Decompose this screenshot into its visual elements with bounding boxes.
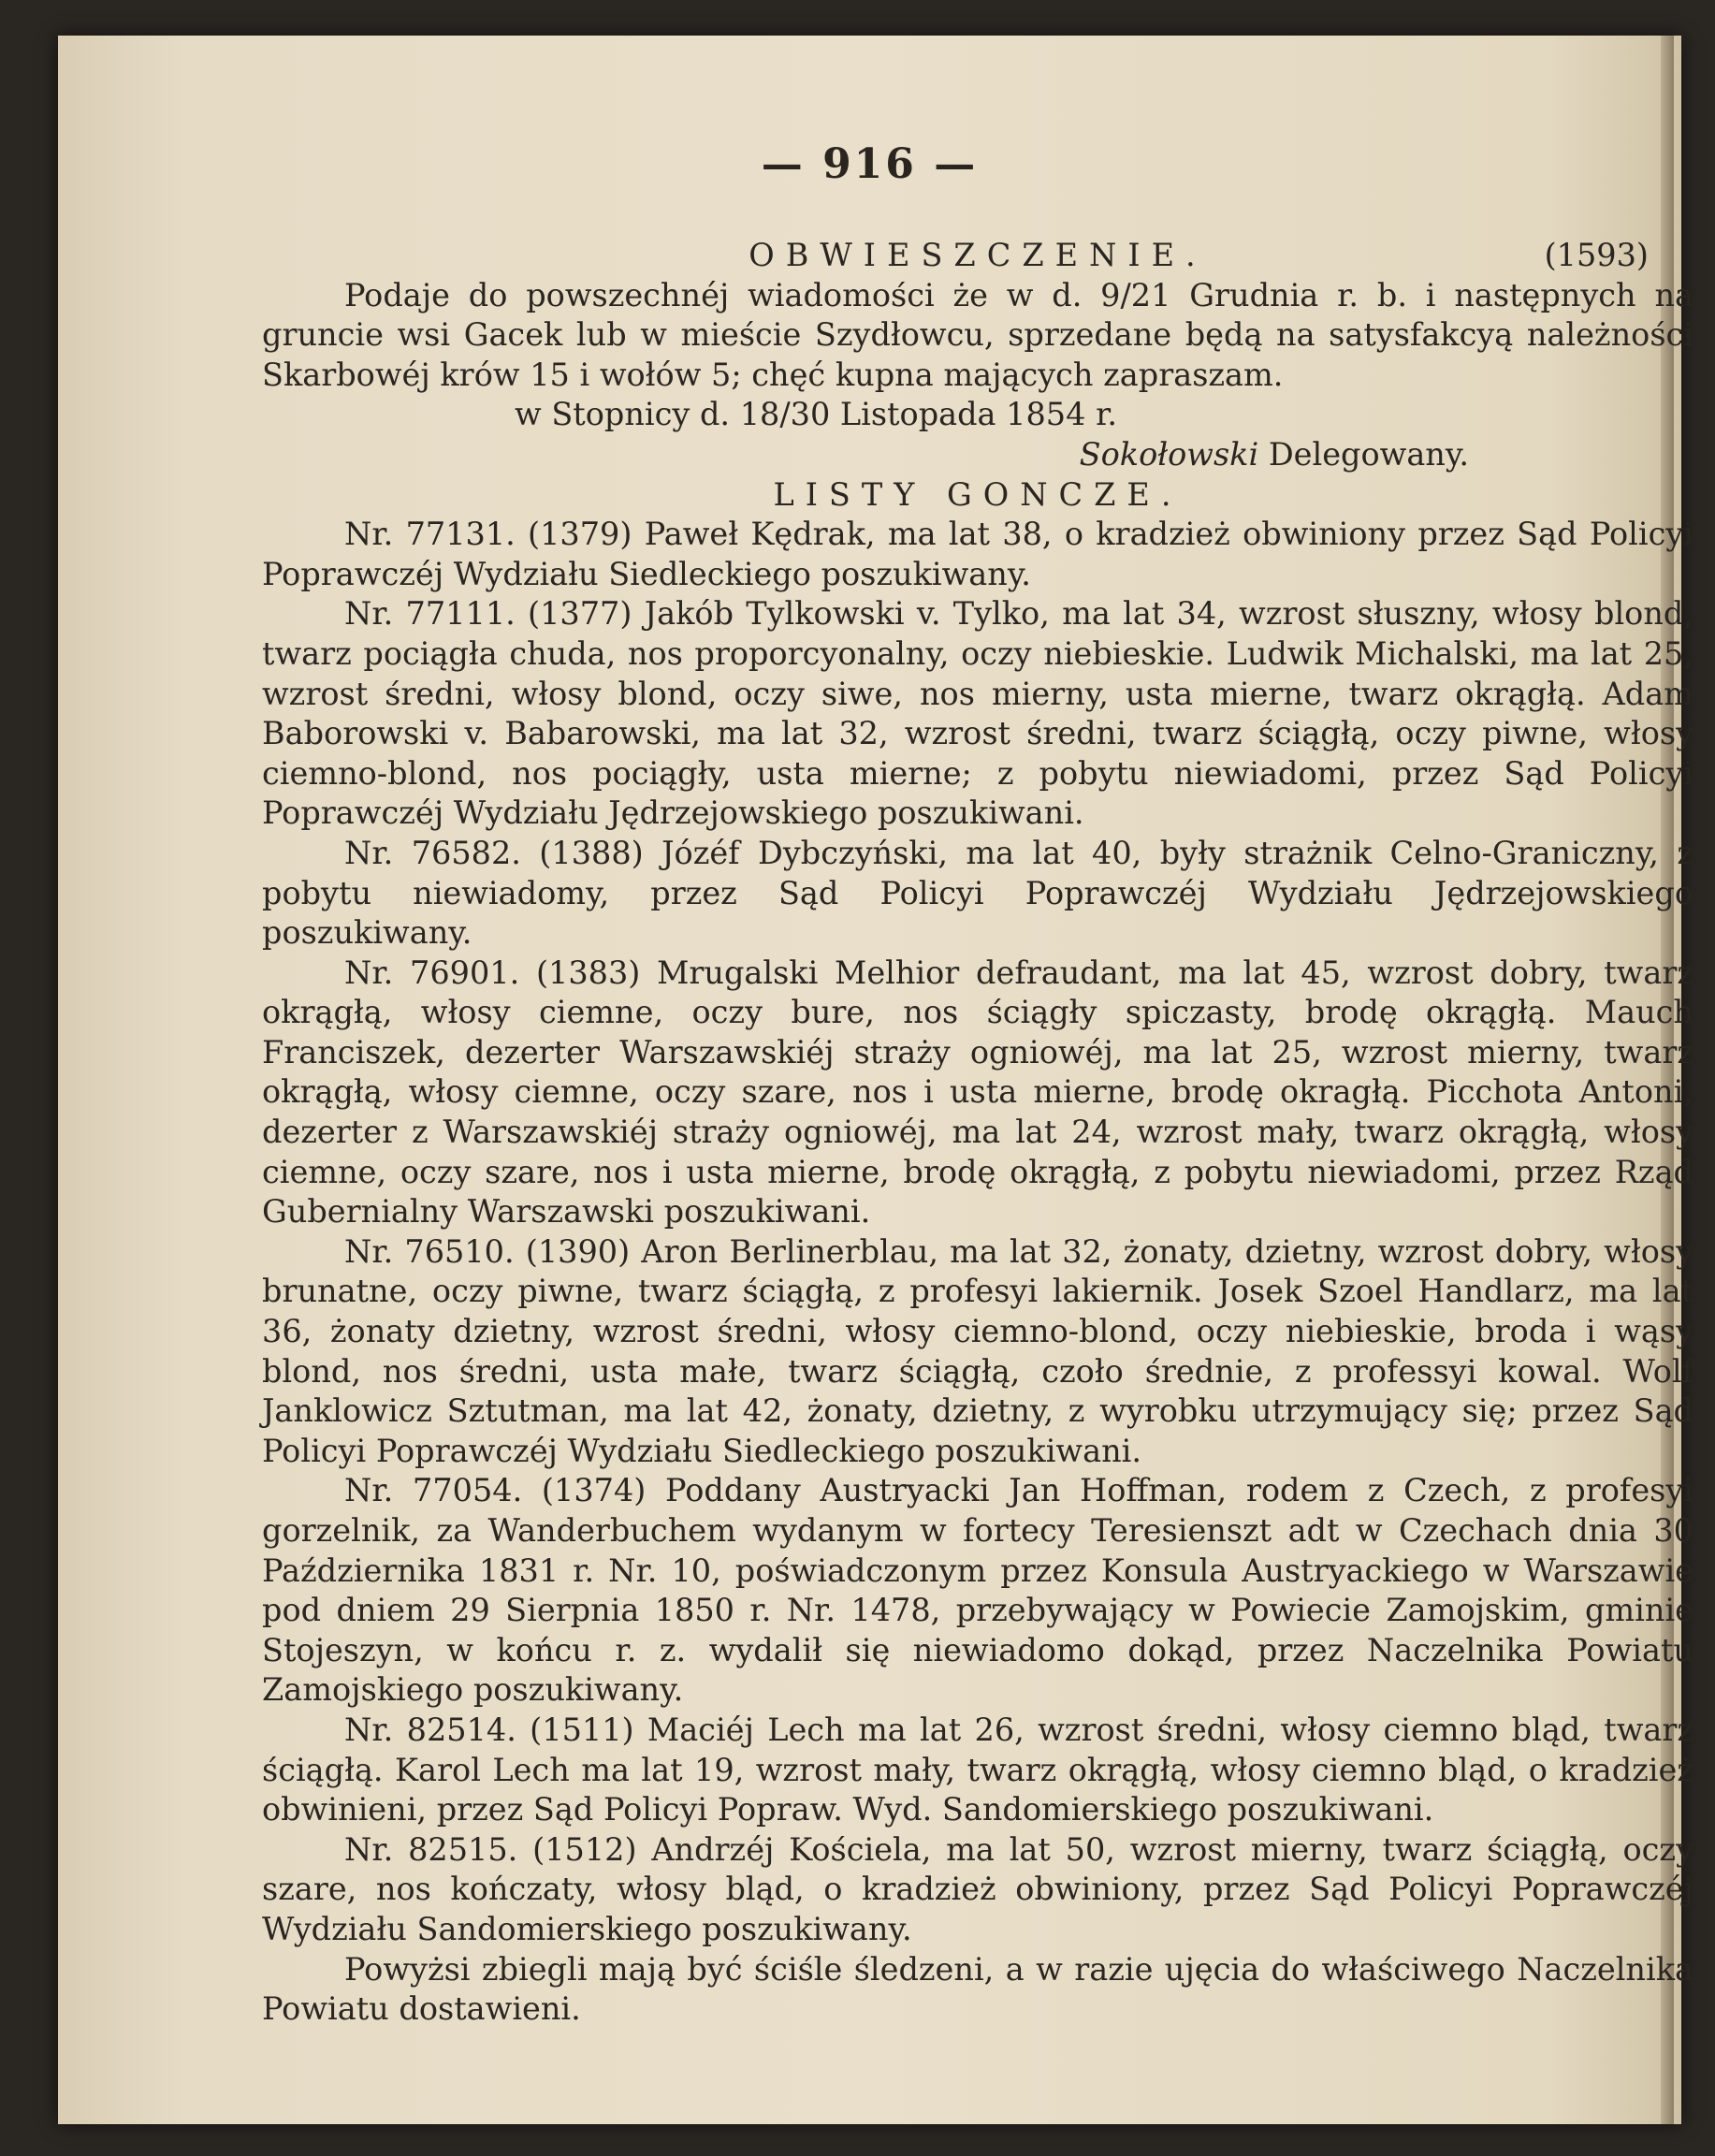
warrant-entry: Nr. 82514. (1511) Maciéj Lech ma lat 26, wzrost średni, włosy ciemno bląd, twarz ściągłą. Karol Lech ma lat 19, wzrost mały, twarz okrągłą, włosy ciemno bląd, o kradzież obwinieni, przez Sąd Policyi Popraw. Wyd. Sandomierskiego poszukiwani. xyxy=(262,1711,1693,1828)
notice-signature xyxy=(262,435,1693,475)
warrant-entry: Nr. 77054. (1374) Poddany Austryacki Jan Hoffman, rodem z Czech, z profesyi gorzelnik, za Wanderbuchem wydanym w fortecy Teresienszt adt w Czechach dnia 30 Października 1831 r. Nr. 10, poświadczonym przez Konsula Austryackiego w Warszawie pod dniem 29 Sierpnia 1850 r. Nr. 1478, przebywający w Powiecie Zamojskim, gminie Stojeszyn, w końcu r. z. wydalił się niewiadomo dokąd, przez Naczelnika Powiatu Zamojskiego poszukiwany. xyxy=(262,1472,1693,1709)
warrant-entry: Nr. 82515. (1512) Andrzéj Kościela, ma lat 50, wzrost mierny, twarz ściągłą, oczy szare, nos kończaty, włosy bląd, o kradzież obwiniony, przez Sąd Policyi Poprawczéj Wydziału Sandomierskiego poszukiwany. xyxy=(262,1830,1693,1947)
warrant-entry: Nr. 76582. (1388) Józéf Dybczyński, ma lat 40, były strażnik Celno-Graniczny, z pobytu niewiadomy, przez Sąd Policyi Poprawczéj Wydziału Jędrzejowskiego poszukiwany. xyxy=(262,834,1693,952)
warrant-entry: Nr. 76510. (1390) Aron Berlinerblau, ma lat 32, żonaty, dzietny, wzrost dobry, włosy brunatne, oczy piwne, twarz ściągłą, z profesyi lakiernik. Josek Szoel Handlarz, ma lat 36, żonaty dzietny, wzrost średni, włosy ciemno-blond, oczy niebieskie, broda i wąsy blond, nos średni, usta małe, twarz ściągłą, czoło średnie, z professyi kowal. Wolf Janklowicz Sztutman, ma lat 42, żonaty, dzietny, z wyrobku utrzymujący się; przez Sąd Policyi Poprawczéj Wydziału Siedleckiego poszukiwani. xyxy=(262,1232,1693,1469)
notice-date: w Stopnicy d. 18/30 Listopada 1854 r. xyxy=(515,396,1118,433)
notice-body: Podaje do powszechnéj wiadomości że w d. 9/21 Grudnia r. b. i następnych na gruncie wsi Gacek lub w mieście Szydłowcu, sprzedane będą na satysfakcyą należności Skarbowéj krów 15 i wołów 5; chęć kupna mających zapraszam. xyxy=(262,276,1693,393)
warrant-entry: Nr. 77131. (1379) Paweł Kędrak, ma lat 38, o kradzież obwiniony przez Sąd Policyi Poprawczéj Wydziału Siedleckiego poszukiwany. xyxy=(262,516,1693,592)
signature-title: Delegowany. xyxy=(1268,435,1469,473)
closing-note: Powyżsi zbiegli mają być ściśle śledzeni, a w razie ujęcia do właściwego Naczelnika Powiatu dostawieni. xyxy=(262,1950,1693,2028)
notice-heading xyxy=(262,236,1693,276)
newspaper-page xyxy=(58,36,1693,2124)
notice-number: (1593) xyxy=(1544,237,1649,273)
warrant-entry: Nr. 76901. (1383) Mrugalski Melhior defraudant, ma lat 45, wzrost dobry, twarz okrągłą, włosy ciemne, oczy bure, nos ściągły spiczasty, brodę okrągłą. Mauch Franciszek, dezerter Warszawskiéj straży ogniowéj, ma lat 25, wzrost mierny, twarz okrągłą, włosy ciemne, oczy szare, nos i usta mierne, brodę okragłą. Picchota Antoni, dezerter z Warszawskiéj straży ogniowéj, ma lat 24, wzrost mały, twarz okrągłą, włosy ciemne, oczy szare, nos i usta mierne, brodę okrągłą, z pobytu niewiadomi, przez Rząd Gubernialny Warszawski poszukiwani. xyxy=(262,954,1693,1231)
text-column xyxy=(262,236,1693,2030)
notice-title: OBWIESZCZENIE. xyxy=(748,237,1207,273)
warrants-heading: LISTY GONCZE. xyxy=(773,475,1183,513)
signature-name: Sokołowski xyxy=(1079,435,1259,473)
warrant-entry: Nr. 77111. (1377) Jakób Tylkowski v. Tylko, ma lat 34, wzrost słuszny, włosy blond, twarz pociągła chuda, nos proporcyonalny, oczy niebieskie. Ludwik Michalski, ma lat 25, wzrost średni, włosy blond, oczy siwe, nos mierny, usta mierne, twarz okrągłą. Adam Baborowski v. Babarowski, ma lat 32, wzrost średni, twarz ściągłą, oczy piwne, włosy ciemno-blond, nos pociągły, usta mierne; z pobytu niewiadomi, przez Sąd Policyi Poprawczéj Wydziału Jędrzejowskiego poszukiwani. xyxy=(262,595,1693,832)
page-number: — 916 — xyxy=(761,140,979,188)
